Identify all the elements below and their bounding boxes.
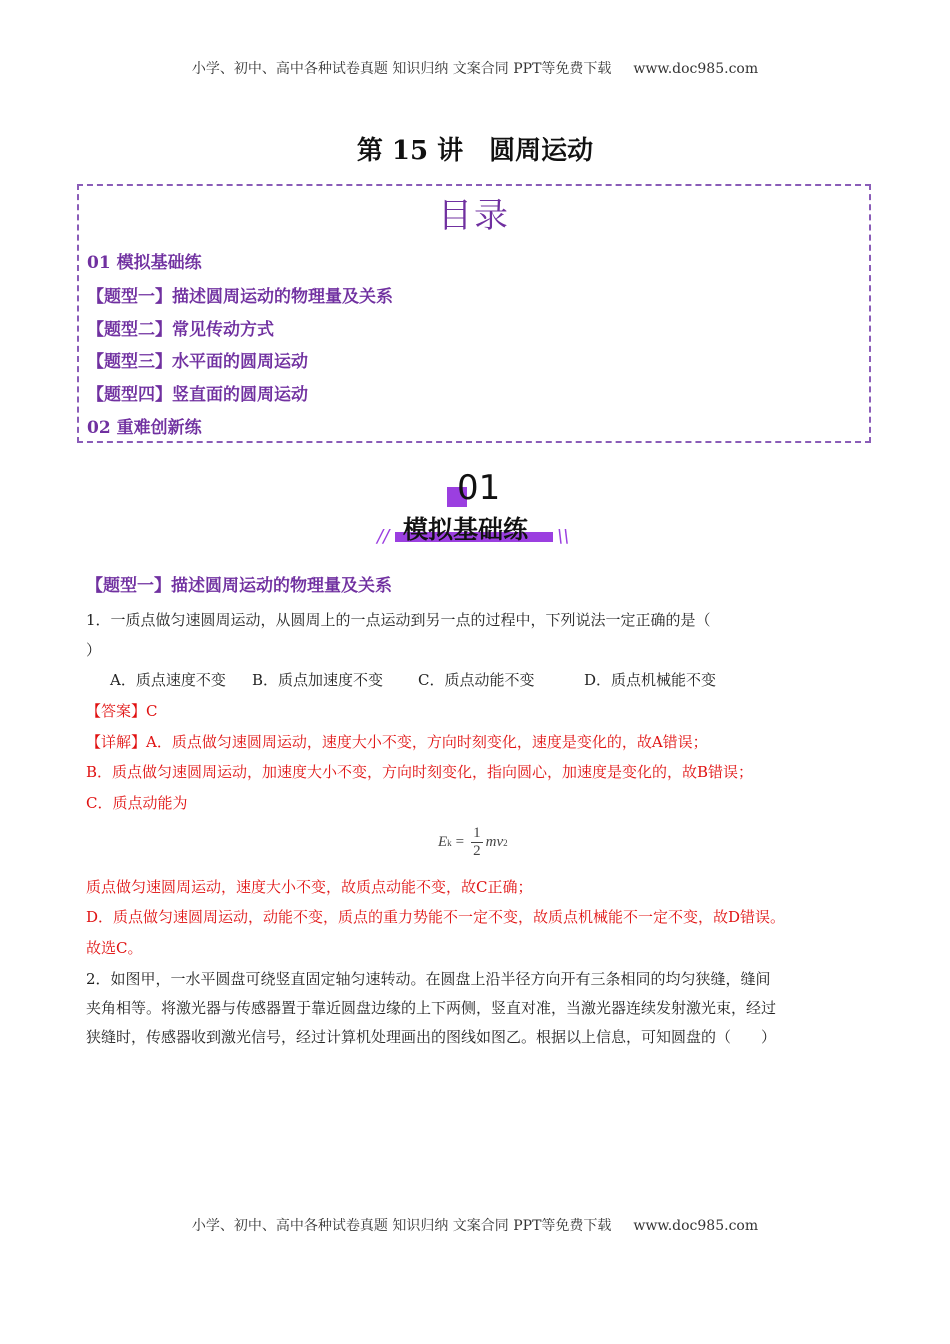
toc-item[interactable]: 02 重难创新练 xyxy=(87,418,202,438)
q2-stem: 夹角相等。将激光器与传感器置于靠近圆盘边缘的上下两侧，竖直对准，当激光器连续发射激光束，经过 xyxy=(86,999,777,1017)
page-title: 第 15 讲 圆周运动 xyxy=(356,136,594,166)
formula-den: 2 xyxy=(473,843,481,859)
q1-detail: C．质点动能为 xyxy=(86,794,188,812)
banner-label: 模拟基础练 xyxy=(403,515,529,544)
q2-stem: 2．如图甲，一水平圆盘可绕竖直固定轴匀速转动。在圆盘上沿半径方向开有三条相同的均匀狭缝，缝间 xyxy=(86,970,771,988)
page-header xyxy=(0,58,950,78)
q1-stem-end: ） xyxy=(86,641,102,659)
toc-heading: 目录 xyxy=(438,196,510,236)
header-text: 小学、初中、高中各种试卷真题 知识归纳 文案合同 PPT等免费下载 xyxy=(191,61,612,77)
banner-number: 01 xyxy=(457,468,501,508)
q1-option-a: A．质点速度不变 xyxy=(110,671,226,689)
formula-lhs: E xyxy=(438,834,448,850)
q1-option-b: B．质点加速度不变 xyxy=(252,671,384,689)
q1-conclusion: 故选C。 xyxy=(86,939,143,957)
toc-item[interactable]: 【题型三】水平面的圆周运动 xyxy=(87,352,308,372)
formula-num: 1 xyxy=(473,825,481,841)
q1-detail: 质点做匀速圆周运动，速度大小不变，故质点动能不变，故C正确； xyxy=(86,878,533,896)
q1-option-c: C．质点动能不变 xyxy=(418,671,535,689)
q1-answer: 【答案】C xyxy=(86,702,158,720)
kinetic-energy-formula xyxy=(438,825,508,860)
footer-text: 小学、初中、高中各种试卷真题 知识归纳 文案合同 PPT等免费下载 xyxy=(191,1218,612,1234)
q1-detail: B．质点做匀速圆周运动，加速度大小不变，方向时刻变化，指向圆心，加速度是变化的，故B错误； xyxy=(86,763,754,781)
q1-option-d: D．质点机械能不变 xyxy=(584,671,717,689)
footer-url: www.doc985.com xyxy=(633,1218,759,1234)
q1-stem: 1．一质点做匀速圆周运动，从圆周上的一点运动到另一点的过程中，下列说法一定正确的是（ xyxy=(86,611,711,629)
q1-detail: 【详解】A．质点做匀速圆周运动，速度大小不变，方向时刻变化，速度是变化的，故A错误； xyxy=(86,733,708,751)
header-url: www.doc985.com xyxy=(633,61,759,77)
q2-stem: 狭缝时，传感器收到激光信号，经过计算机处理画出的图线如图乙。根据以上信息，可知圆盘的（ ） xyxy=(86,1028,777,1046)
backslash-icon: \\ xyxy=(557,526,570,547)
toc-item[interactable]: 【题型四】竖直面的圆周运动 xyxy=(87,385,308,405)
table-of-contents xyxy=(77,184,871,443)
formula-sub: k xyxy=(447,837,452,848)
q1-detail: D．质点做匀速圆周运动，动能不变，质点的重力势能不一定不变，故质点机械能不一定不变，故D错误。 xyxy=(86,908,786,926)
toc-item[interactable]: 【题型一】描述圆周运动的物理量及关系 xyxy=(87,287,393,307)
section-banner xyxy=(375,470,575,550)
formula-eq: = xyxy=(455,834,465,850)
formula-fraction xyxy=(471,825,483,860)
page-footer xyxy=(0,1215,950,1235)
section-heading: 【题型一】描述圆周运动的物理量及关系 xyxy=(86,576,392,596)
slash-icon: // xyxy=(377,526,390,547)
formula-rhs: mv xyxy=(485,834,504,850)
toc-item[interactable]: 【题型二】常见传动方式 xyxy=(87,320,274,340)
toc-item[interactable]: 01 模拟基础练 xyxy=(87,253,202,273)
formula-sup: 2 xyxy=(503,837,508,848)
